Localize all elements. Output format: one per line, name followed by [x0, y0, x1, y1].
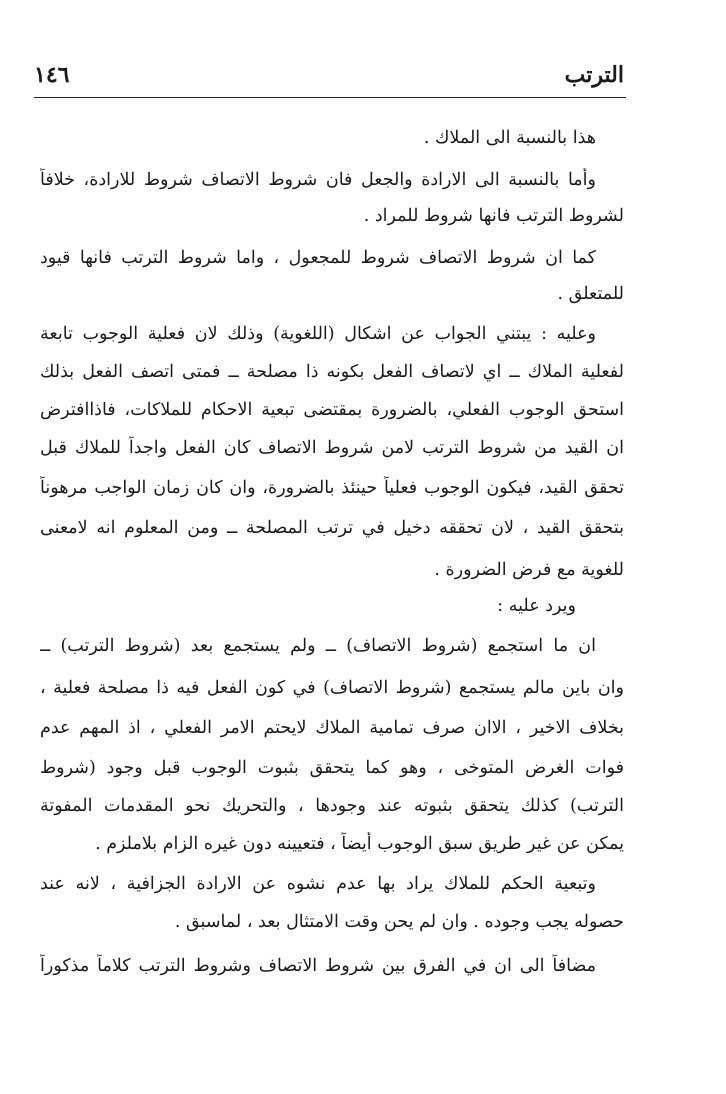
- text-line: ان ما استجمع (شروط الاتصاف) ــ ولم يستجمع بعد (شروط الترتب) ــ: [40, 636, 596, 656]
- running-title: الترتب: [564, 62, 624, 88]
- text-line: وعليه : يبتني الجواب عن اشكال (اللغوية) وذلك لان فعلية الوجوب تابعة: [40, 324, 596, 344]
- text-line: بتحقق القيد ، لان تحققه دخيل في ترتب المصلحة ــ ومن المعلوم انه لامعنى: [40, 518, 624, 538]
- text-line: بخلاف الاخير ، الاان صرف تمامية الملاك لايحتم الامر الفعلي ، اذ المهم عدم: [40, 718, 624, 738]
- text-line: الترتب) كذلك يتحقق بثبوته عند وجودها ، والتحريك نحو المقدمات المفوتة: [40, 796, 624, 816]
- text-line: كما ان شروط الاتصاف شروط للمجعول ، واما شروط الترتب فانها قيود: [40, 248, 596, 268]
- text-line: تحقق القيد، فيكون الوجوب فعلياً حينئذ بالضرورة، وان كان زمان الواجب مرهوناً: [40, 478, 624, 498]
- text-line: وأما بالنسبة الى الارادة والجعل فان شروط الاتصاف شروط للارادة، خلافاً: [40, 170, 596, 190]
- text-line: لشروط الترتب فانها شروط للمراد .: [363, 206, 624, 226]
- page-number: ١٤٦: [34, 62, 70, 88]
- text-line: استحق الوجوب الفعلي، بالضرورة بمقتضى تبعية الاحكام للملاكات، فاذاافترض: [40, 400, 624, 420]
- text-line: مضافاً الى ان في الفرق بين شروط الاتصاف وشروط الترتب كلاماً مذكوراً: [40, 956, 596, 976]
- text-line: للغوية مع فرض الضرورة .: [434, 560, 624, 580]
- text-line: يمكن عن غير طريق سبق الوجوب أيضاً ، فتعيينه دون غيره الزام بلاملزم .: [95, 834, 624, 854]
- text-line: ويرد عليه :: [497, 596, 576, 616]
- text-line: ان القيد من شروط الترتب لامن شروط الاتصاف كان الفعل واجداً للملاك قبل: [40, 438, 624, 458]
- page-body: [40, 0, 624, 1094]
- text-line: حصوله يجب وجوده . وان لم يحن وقت الامتثال بعد ، لماسبق .: [174, 912, 624, 932]
- text-line: وتبعية الحكم للملاك يراد بها عدم نشوه عن الارادة الجزافية ، لانه عند: [40, 874, 596, 894]
- text-line: فوات الغرض المتوخى ، وهو كما يتحقق بثبوت الوجوب قبل وجود (شروط: [40, 758, 624, 778]
- text-line: لفعلية الملاك ــ اي لاتصاف الفعل بكونه ذا مصلحة ــ فمتى اتصف الفعل بذلك: [40, 362, 624, 382]
- text-line: وان باين مالم يستجمع (شروط الاتصاف) في كون الفعل فيه ذا مصلحة فعلية ،: [40, 678, 624, 698]
- text-line: للمتعلق .: [557, 284, 624, 304]
- text-line: هذا بالنسبة الى الملاك .: [423, 128, 596, 148]
